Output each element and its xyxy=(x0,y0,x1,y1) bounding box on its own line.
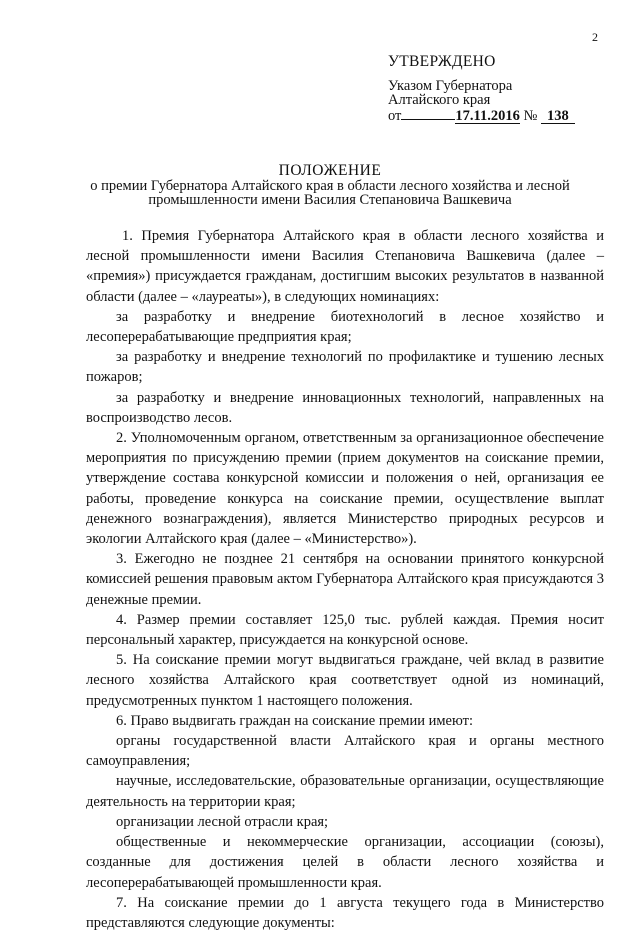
paragraph: 1. Премия Губернатора Алтайского края в области лесного хозяйства и лесной промышленности имени Василия Степановича Вашкевича (далее – «премия») присуждается гражданам, достигшим высоких результатов в названной области (далее – «лауреаты»), в следующих номинациях: xyxy=(86,228,604,305)
document-body xyxy=(86,226,604,933)
page-number: 2 xyxy=(592,30,598,44)
approval-date-line xyxy=(388,108,628,124)
date-underline xyxy=(401,108,455,120)
approval-line-region: Алтайского края xyxy=(388,92,491,108)
paragraph: организации лесной отрасли края; xyxy=(116,813,329,830)
paragraph: за разработку и внедрение технологий по профилактике и тушению лесных пожаров; xyxy=(86,349,604,386)
title-line-1: о премии Губернатора Алтайского края в области лесного хозяйства и лесной xyxy=(90,178,570,194)
from-label: от xyxy=(388,107,402,124)
approval-date: 17.11.2016 xyxy=(455,107,520,124)
paragraph: 4. Размер премии составляет 125,0 тыс. рублей каждая. Премия носит персональный характер, присуждается на конкурсной основе. xyxy=(86,611,604,649)
approved-heading: УТВЕРЖДЕНО xyxy=(388,53,496,70)
approval-line-decree: Указом Губернатора xyxy=(388,77,513,94)
paragraph: научные, исследовательские, образовательные организации, осуществляющие деятельность на территории края; xyxy=(86,773,604,810)
paragraph: 7. На соискание премии до 1 августа текущего года в Министерство представляются следующие документы: xyxy=(86,894,604,931)
paragraph: органы государственной власти Алтайского края и органы местного самоуправления; xyxy=(86,733,604,770)
paragraph: за разработку и внедрение биотехнологий в лесное хозяйство и лесоперерабатывающие предприятия края; xyxy=(86,308,604,346)
paragraph: 2. Уполномоченным органом, ответственным за организационное обеспечение мероприятия по присуждению премии (прием документов на соискание премии, утверждение состава конкурсной комиссии и положения о ней, организация ее работы, проведение конкурса на соискание премии, осуществление выплат денежного вознаграждения), является Министерство природных ресурсов и экологии Алтайского края (далее – «Министерство»). xyxy=(86,430,604,548)
paragraph: 3. Ежегодно не позднее 21 сентября на основании принятого конкурсной комиссией решения правовым актом Губернатора Алтайского края присуждаются 3 денежные премии. xyxy=(86,551,604,608)
document-title xyxy=(60,164,600,207)
paragraph: за разработку и внедрение инновационных технологий, направленных на воспроизводство лесов. xyxy=(86,389,604,426)
approval-stamp xyxy=(388,55,628,124)
paragraph: 5. На соискание премии могут выдвигаться граждане, чей вклад в развитие лесного хозяйства Алтайского края соответствует одной из номинаций, предусмотренных пунктом 1 настоящего положения. xyxy=(86,652,604,709)
title-heading: ПОЛОЖЕНИЕ xyxy=(278,162,382,179)
paragraph: общественные и некоммерческие организации, ассоциации (союзы), созданные для достижения целей в области лесного хозяйства и лесоперерабатывающей промышленности края. xyxy=(86,834,604,891)
approval-number: 138 xyxy=(541,110,575,124)
number-label: № xyxy=(523,107,538,124)
paragraph: 6. Право выдвигать граждан на соискание премии имеют: xyxy=(116,712,473,729)
title-line-2: промышленности имени Василия Степановича Вашкевича xyxy=(148,192,512,208)
